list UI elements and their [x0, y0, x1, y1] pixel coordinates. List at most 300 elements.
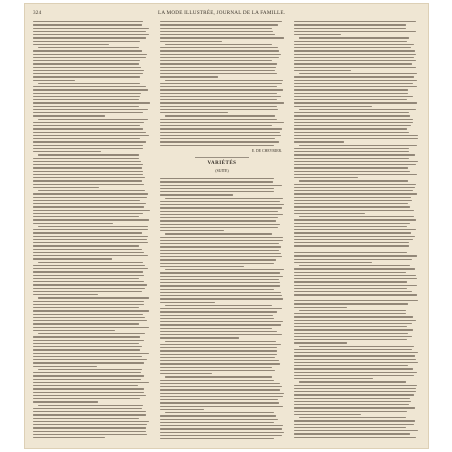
- text-line: [165, 269, 284, 270]
- text-line: [294, 278, 417, 279]
- text-line: [160, 96, 281, 97]
- text-line: [160, 181, 273, 182]
- text-line: [160, 204, 284, 205]
- text-line: [33, 102, 150, 103]
- text-line: [38, 154, 139, 155]
- text-line: [299, 417, 406, 418]
- text-line: [33, 249, 142, 250]
- text-line: [160, 237, 283, 238]
- text-line: [294, 252, 407, 253]
- text-line: [294, 355, 415, 356]
- text-line: [160, 145, 274, 146]
- text-line: [160, 102, 284, 103]
- text-line: [38, 83, 140, 84]
- text-line: [33, 343, 139, 344]
- text-line: [33, 414, 146, 415]
- text-line: [160, 54, 281, 55]
- text-line: [294, 154, 415, 155]
- text-line: [294, 226, 407, 227]
- text-line: [160, 419, 278, 420]
- text-line: [33, 148, 143, 149]
- text-line: [294, 272, 406, 273]
- text-line: [33, 96, 140, 97]
- text-line: [33, 50, 142, 51]
- text-line: [160, 112, 228, 113]
- text-line: [160, 370, 275, 371]
- text-line: [294, 414, 361, 415]
- text-line: [33, 323, 139, 324]
- text-line: [160, 246, 281, 247]
- text-line: [33, 106, 139, 107]
- running-title: LA MODE ILLUSTRÉE, JOURNAL DE LA FAMILLE.: [158, 10, 286, 16]
- text-line: [33, 63, 139, 64]
- text-line: [38, 262, 143, 263]
- text-line: [165, 376, 272, 377]
- text-line: [160, 128, 282, 129]
- text-line: [160, 138, 275, 139]
- text-line: [160, 432, 284, 433]
- text-line: [294, 54, 416, 55]
- text-line: [294, 401, 411, 402]
- text-line: [160, 201, 280, 202]
- text-line: [294, 359, 416, 360]
- text-line: [294, 86, 417, 87]
- text-line: [294, 135, 418, 136]
- text-line: [33, 340, 144, 341]
- text-line: [294, 99, 407, 100]
- text-line: [294, 34, 341, 35]
- text-line: [33, 135, 149, 136]
- text-line: [294, 148, 409, 149]
- text-line: [33, 229, 148, 230]
- text-line: [165, 412, 274, 413]
- text-line: [33, 278, 139, 279]
- text-line: [160, 240, 283, 241]
- text-line: [160, 380, 274, 381]
- text-line: [33, 258, 112, 259]
- text-line: [33, 93, 141, 94]
- text-line: [33, 372, 141, 373]
- text-line: [33, 255, 148, 256]
- text-line: [33, 408, 142, 409]
- text-line: [294, 93, 408, 94]
- text-line: [33, 291, 142, 292]
- text-line: [294, 102, 417, 103]
- text-line: [33, 86, 146, 87]
- text-line: [33, 44, 109, 45]
- text-line: [33, 268, 148, 269]
- text-line: [294, 236, 415, 237]
- text-line: [33, 236, 148, 237]
- text-line: [33, 223, 113, 224]
- text-line: [33, 174, 143, 175]
- text-line: [294, 329, 413, 330]
- text-line: [160, 93, 277, 94]
- text-line: [33, 187, 99, 188]
- text-line: [38, 333, 145, 334]
- text-line: [294, 262, 372, 263]
- scanned-page: [24, 3, 429, 449]
- text-line: [33, 54, 147, 55]
- text-line: [294, 223, 410, 224]
- text-line: [294, 213, 365, 214]
- text-line: [33, 206, 144, 207]
- text-line: [33, 310, 149, 311]
- text-line: [294, 190, 413, 191]
- text-line: [33, 67, 141, 68]
- text-line: [160, 415, 276, 416]
- text-line: [33, 434, 147, 435]
- text-line: [294, 326, 407, 327]
- text-line: [165, 305, 272, 306]
- text-line: [294, 239, 413, 240]
- text-line: [160, 350, 277, 351]
- text-line: [294, 83, 413, 84]
- text-line: [294, 106, 372, 107]
- text-line: [165, 44, 272, 45]
- text-line: [294, 151, 409, 152]
- text-line: [33, 388, 144, 389]
- text-line: [160, 31, 273, 32]
- text-line: [160, 354, 277, 355]
- text-line: [160, 135, 281, 136]
- text-line: [294, 128, 407, 129]
- text-line: [160, 422, 274, 423]
- text-line: [33, 210, 150, 211]
- text-line: [294, 268, 415, 269]
- text-line: [160, 406, 283, 407]
- text-line: [160, 83, 282, 84]
- text-line: [294, 63, 412, 64]
- text-line: [160, 409, 204, 410]
- text-line: [294, 229, 416, 230]
- text-line: [160, 60, 272, 61]
- left-column: [33, 20, 150, 440]
- text-line: [294, 76, 414, 77]
- text-line: [33, 242, 148, 243]
- text-line: [33, 112, 143, 113]
- text-line: [33, 171, 143, 172]
- text-line: [160, 109, 278, 110]
- text-line: [299, 73, 417, 74]
- text-line: [160, 188, 274, 189]
- text-line: [33, 197, 147, 198]
- text-line: [33, 161, 141, 162]
- text-line: [33, 180, 142, 181]
- text-line: [33, 109, 148, 110]
- text-line: [165, 198, 283, 199]
- text-line: [33, 132, 146, 133]
- text-line: [294, 339, 407, 340]
- text-line: [33, 141, 146, 142]
- text-line: [165, 341, 276, 342]
- text-line: [294, 300, 418, 301]
- middle-column-text-top: [160, 20, 284, 146]
- text-line: [160, 311, 277, 312]
- text-line: [294, 164, 416, 165]
- text-line: [294, 259, 412, 260]
- text-line: [160, 214, 283, 215]
- text-line: [294, 60, 416, 61]
- text-line: [160, 67, 276, 68]
- text-line: [294, 232, 411, 233]
- text-line: [33, 271, 143, 272]
- text-line: [294, 424, 414, 425]
- text-line: [33, 60, 140, 61]
- text-line: [33, 213, 143, 214]
- text-line: [294, 255, 417, 256]
- section-divider: [195, 157, 249, 158]
- text-line: [33, 424, 147, 425]
- text-line: [294, 375, 414, 376]
- text-line: [38, 297, 149, 298]
- text-line: [160, 227, 278, 228]
- text-line: [294, 433, 410, 434]
- text-line: [160, 298, 283, 299]
- text-line: [294, 206, 410, 207]
- text-line: [33, 28, 149, 29]
- text-line: [33, 89, 148, 90]
- text-line: [160, 122, 284, 123]
- text-line: [294, 171, 410, 172]
- text-line: [160, 119, 277, 120]
- left-column-text: [33, 20, 150, 440]
- text-line: [294, 89, 408, 90]
- text-line: [160, 321, 283, 322]
- text-line: [299, 216, 414, 217]
- text-line: [294, 333, 408, 334]
- text-line: [294, 281, 407, 282]
- text-line: [294, 112, 409, 113]
- text-line: [160, 428, 282, 429]
- text-line: [160, 383, 280, 384]
- text-line: [160, 295, 282, 296]
- text-line: [33, 398, 140, 399]
- text-line: [294, 323, 412, 324]
- text-line: [160, 347, 277, 348]
- text-line: [294, 203, 408, 204]
- text-line: [294, 57, 414, 58]
- text-line: [33, 151, 101, 152]
- text-line: [294, 177, 358, 178]
- text-line: [33, 76, 140, 77]
- text-line: [160, 253, 281, 254]
- text-line: [294, 161, 418, 162]
- text-line: [299, 145, 417, 146]
- text-line: [160, 178, 274, 179]
- text-line: [165, 80, 283, 81]
- text-line: [160, 337, 239, 338]
- text-line: [160, 41, 222, 42]
- text-line: [160, 57, 279, 58]
- text-line: [294, 21, 416, 22]
- text-line: [299, 381, 406, 382]
- text-line: [33, 418, 139, 419]
- text-line: [38, 369, 142, 370]
- text-line: [294, 50, 415, 51]
- text-line: [33, 145, 143, 146]
- text-line: [33, 24, 142, 25]
- text-line: [160, 396, 283, 397]
- text-line: [160, 279, 279, 280]
- text-line: [33, 219, 149, 220]
- text-line: [294, 125, 411, 126]
- text-line: [160, 360, 279, 361]
- text-line: [160, 217, 278, 218]
- text-line: [160, 34, 275, 35]
- text-line: [294, 245, 409, 246]
- text-line: [160, 37, 284, 38]
- text-line: [33, 385, 138, 386]
- text-line: [294, 96, 413, 97]
- text-line: [294, 320, 416, 321]
- text-line: [294, 24, 406, 25]
- text-line: [33, 362, 144, 363]
- text-line: [160, 243, 279, 244]
- text-line: [33, 382, 149, 383]
- text-line: [160, 194, 233, 195]
- text-line: [33, 275, 144, 276]
- text-line: [294, 242, 409, 243]
- text-line: [294, 385, 417, 386]
- text-line: [160, 328, 272, 329]
- text-line: [294, 349, 412, 350]
- text-line: [160, 73, 277, 74]
- text-line: [294, 47, 411, 48]
- text-line: [294, 285, 417, 286]
- text-line: [294, 303, 408, 304]
- text-line: [294, 430, 418, 431]
- text-line: [160, 292, 281, 293]
- text-line: [294, 193, 417, 194]
- text-line: [33, 437, 105, 438]
- text-line: [294, 141, 344, 142]
- text-line: [160, 125, 272, 126]
- text-line: [160, 386, 282, 387]
- text-line: [33, 177, 145, 178]
- middle-column: [160, 20, 284, 440]
- text-line: [33, 304, 144, 305]
- text-line: [294, 28, 406, 29]
- text-line: [160, 393, 284, 394]
- text-line: [294, 158, 409, 159]
- text-line: [294, 362, 418, 363]
- right-column-text-middle: [294, 251, 418, 296]
- text-line: [294, 138, 418, 139]
- text-line: [33, 164, 143, 165]
- text-line: [160, 289, 274, 290]
- text-line: [294, 210, 414, 211]
- text-line: [33, 356, 142, 357]
- text-line: [165, 233, 272, 234]
- text-line: [33, 401, 98, 402]
- text-line: [33, 70, 144, 71]
- text-line: [160, 402, 279, 403]
- text-line: [160, 47, 278, 48]
- text-line: [33, 281, 144, 282]
- text-line: [294, 80, 417, 81]
- text-line: [294, 132, 409, 133]
- author-signature: E. DE CHEVRIER.: [251, 149, 282, 153]
- text-line: [33, 366, 97, 367]
- text-line: [33, 41, 140, 42]
- text-line: [160, 282, 280, 283]
- text-line: [160, 272, 280, 273]
- text-line: [33, 421, 149, 422]
- text-line: [33, 252, 144, 253]
- text-line: [294, 316, 413, 317]
- text-line: [294, 378, 373, 379]
- text-line: [33, 353, 149, 354]
- text-line: [33, 125, 140, 126]
- text-line: [33, 158, 139, 159]
- text-line: [33, 294, 98, 295]
- text-line: [294, 115, 410, 116]
- text-line: [33, 427, 146, 428]
- text-line: [294, 391, 416, 392]
- text-line: [294, 388, 416, 389]
- middle-column-text-bottom: [160, 177, 284, 440]
- text-line: [294, 67, 416, 68]
- text-line: [294, 437, 416, 438]
- text-line: [299, 37, 409, 38]
- text-line: [294, 119, 413, 120]
- text-line: [33, 411, 146, 412]
- text-line: [33, 31, 146, 32]
- text-line: [160, 259, 276, 260]
- text-line: [294, 167, 408, 168]
- text-line: [294, 372, 417, 373]
- text-line: [294, 44, 414, 45]
- text-line: [160, 344, 281, 345]
- text-line: [160, 185, 282, 186]
- text-line: [33, 320, 147, 321]
- text-line: [299, 180, 408, 181]
- text-line: [294, 307, 347, 308]
- text-line: [33, 216, 139, 217]
- text-line: [294, 294, 417, 295]
- text-line: [160, 250, 279, 251]
- text-line: [294, 70, 351, 71]
- text-line: [160, 230, 224, 231]
- text-line: [299, 310, 406, 311]
- text-line: [33, 346, 142, 347]
- text-line: [33, 317, 145, 318]
- text-line: [294, 394, 414, 395]
- text-line: [38, 405, 143, 406]
- text-line: [33, 21, 143, 22]
- text-line: [294, 41, 407, 42]
- text-line: [294, 342, 347, 343]
- text-line: [33, 239, 147, 240]
- text-line: [294, 368, 413, 369]
- text-line: [160, 220, 276, 221]
- text-line: [160, 302, 215, 303]
- text-line: [294, 31, 416, 32]
- text-line: [33, 314, 143, 315]
- text-line: [33, 34, 149, 35]
- text-line: [160, 191, 274, 192]
- text-line: [294, 427, 406, 428]
- text-line: [160, 99, 277, 100]
- section-subtitle: (SUITE): [215, 169, 229, 173]
- text-line: [33, 288, 145, 289]
- text-line: [160, 399, 278, 400]
- text-line: [294, 288, 407, 289]
- text-line: [38, 47, 139, 48]
- text-line: [33, 307, 139, 308]
- text-line: [33, 265, 145, 266]
